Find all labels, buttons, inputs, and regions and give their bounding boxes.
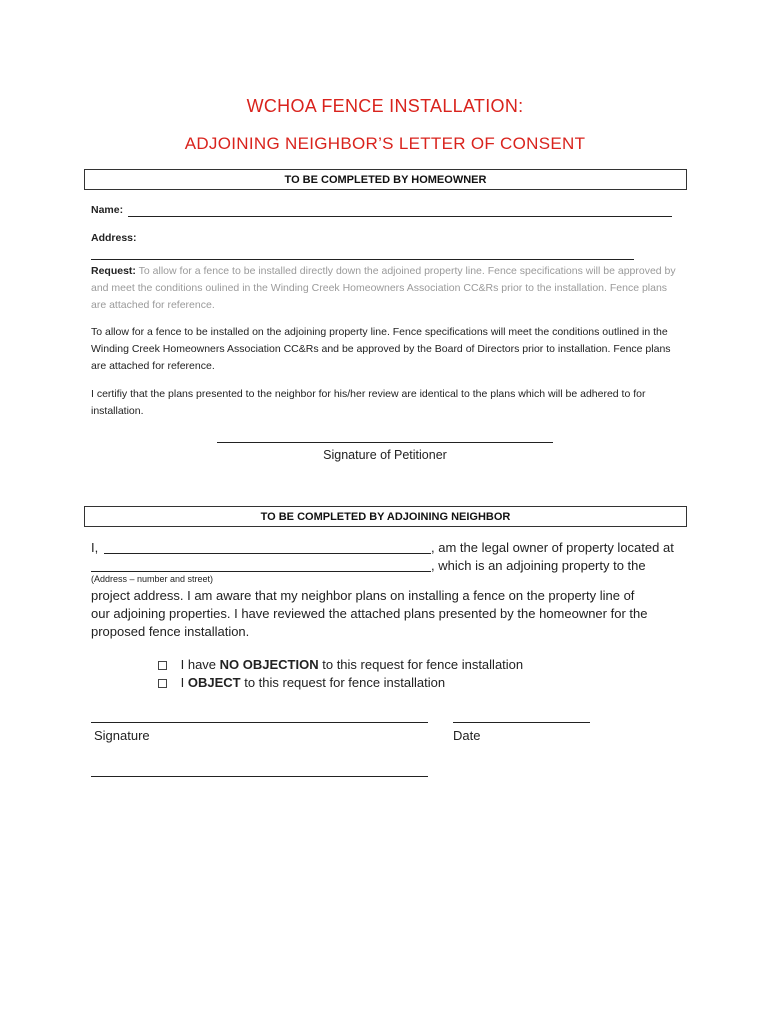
object-suffix: to this request for fence installation xyxy=(240,675,446,690)
neighbor-signature-field[interactable] xyxy=(91,722,428,723)
neighbor-awareness-paragraph: project address. I am aware that my neighbor plans on installing a fence on the property line of our adjoining properties. I have reviewed the attached plans presented by the homeowner for the proposed fence installation. xyxy=(91,588,648,639)
name-field[interactable] xyxy=(128,216,672,217)
address-field[interactable] xyxy=(91,259,634,260)
neighbor-address-field[interactable] xyxy=(91,571,431,572)
homeowner-header-text: TO BE COMPLETED BY HOMEOWNER xyxy=(284,173,487,186)
adjoining-statement: , which is an adjoining property to the xyxy=(431,558,646,573)
neighbor-header-text: TO BE COMPLETED BY ADJOINING NEIGHBOR xyxy=(260,510,511,523)
no-objection-checkbox[interactable] xyxy=(158,661,167,670)
object-prefix: I xyxy=(180,675,188,690)
homeowner-section-header xyxy=(84,169,687,190)
form-subtitle: ADJOINING NEIGHBOR’S LETTER OF CONSENT xyxy=(184,134,586,153)
date-label: Date xyxy=(453,728,481,743)
request-block xyxy=(91,263,681,314)
request-label: Request: xyxy=(91,265,136,277)
neighbor-name-field[interactable] xyxy=(104,553,431,554)
object-option[interactable] xyxy=(158,674,445,692)
petitioner-signature-label: Signature of Petitioner xyxy=(323,448,447,462)
address-hint: (Address – number and street) xyxy=(91,574,214,584)
printed-name-field[interactable] xyxy=(91,776,428,777)
object-checkbox[interactable] xyxy=(158,679,167,688)
i-prefix: I, xyxy=(91,540,99,555)
fence-description-paragraph: To allow for a fence to be installed on the adjoining property line. Fence specifications will meet the conditions outlined in the Winding Creek Homeowners Association CC&Rs and be approved by the Board of Directors prior to installation. Fence plans are attached for reference. xyxy=(91,326,671,372)
no-objection-option[interactable] xyxy=(158,656,523,674)
no-objection-prefix: I have xyxy=(180,657,220,672)
form-title: WCHOA FENCE INSTALLATION: xyxy=(246,96,524,116)
certification-paragraph: I certifiy that the plans presented to the neighbor for his/her review are identical to the plans which will be adhered to for installation. xyxy=(91,388,646,417)
neighbor-signature-label: Signature xyxy=(94,728,150,743)
object-bold: OBJECT xyxy=(187,675,241,690)
no-objection-suffix: to this request for fence installation xyxy=(318,657,524,672)
name-label: Name: xyxy=(91,204,124,216)
address-label: Address: xyxy=(91,232,137,244)
petitioner-signature-field[interactable] xyxy=(217,442,553,443)
owner-statement: , am the legal owner of property located at xyxy=(431,540,674,555)
neighbor-section-header xyxy=(84,506,687,527)
date-field[interactable] xyxy=(453,722,590,723)
no-objection-bold: NO OBJECTION xyxy=(219,657,319,672)
request-text: To allow for a fence to be installed directly down the adjoined property line. Fence specifications will be approved by and meet the conditions oulined in the Winding Creek Homeowners Association CC&Rs prior to the installation. Fence plans are attached for reference. xyxy=(91,265,676,311)
